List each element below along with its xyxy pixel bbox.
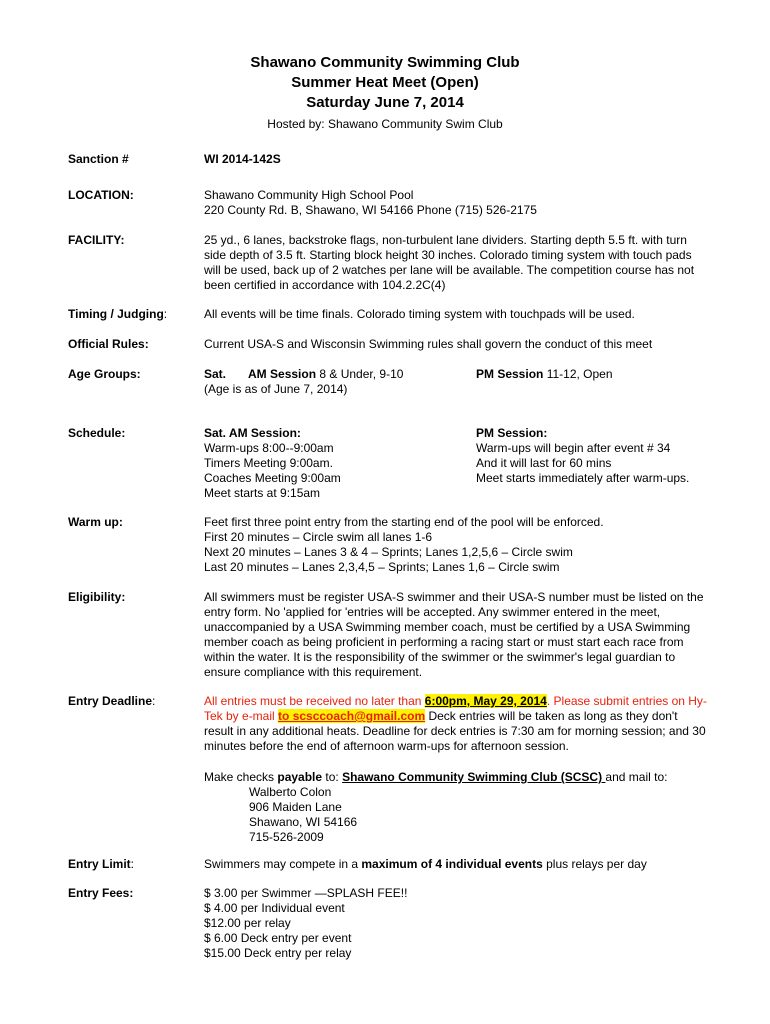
deadline-line-4: minutes before the end of afternoon warm-ups for afternoon session. [204, 739, 569, 753]
official-rules-text: Current USA-S and Wisconsin Swimming rules shall govern the conduct of this meet [204, 337, 653, 351]
am-session-value: 8 & Under, 9-10 [316, 367, 404, 381]
schedule-am-line: Coaches Meeting 9:00am [204, 471, 341, 485]
deadline-red-text: All entries must be received no later than [204, 694, 425, 708]
fee-item: $12.00 per relay [204, 916, 291, 930]
schedule-pm-line: And it will last for 60 mins [476, 456, 612, 470]
eligibility-line: within the water. It is the responsibility of the swimmer or the swimmer's legal guardian to [204, 650, 676, 664]
entry-limit-max: maximum of 4 individual events [361, 857, 543, 871]
mail-address-line: 715-526-2009 [249, 830, 324, 844]
age-groups-pm [476, 367, 736, 382]
schedule-pm-line: Meet starts immediately after warm-ups. [476, 471, 690, 485]
deadline-line-2 [204, 709, 734, 724]
club-name: Shawano Community Swimming Club [250, 54, 520, 71]
checks-payee: Shawano Community Swimming Club (SCSC) [342, 770, 606, 784]
warm-up-text [204, 515, 734, 575]
age-groups-label: Age Groups: [68, 367, 141, 381]
eligibility-text [204, 590, 734, 680]
eligibility-line: entry form. No 'applied for 'entries will be accepted. Any swimmer entered in the meet, [204, 605, 661, 619]
age-groups-sat: Sat. [204, 367, 227, 381]
schedule-label: Schedule: [68, 426, 126, 440]
entry-limit-label-colon: : [130, 857, 135, 871]
sanction-label: Sanction # [68, 152, 129, 166]
age-groups-am-line [204, 367, 464, 382]
facility-label: FACILITY: [68, 233, 125, 247]
entry-limit-text [204, 857, 734, 872]
age-note: (Age is as of June 7, 2014) [204, 382, 348, 396]
timing-text: All events will be time finals. Colorado timing system with touchpads will be used. [204, 307, 635, 321]
eligibility-line: All swimmers must be register USA-S swimmer and their USA-S number must be listed on the [204, 590, 704, 604]
mail-address-line: Walberto Colon [249, 785, 332, 799]
fee-item: $15.00 Deck entry per relay [204, 946, 352, 960]
eligibility-label: Eligibility: [68, 590, 126, 604]
location-text [204, 188, 734, 218]
schedule-pm [476, 426, 736, 486]
facility-line: side depth of 3.5 ft. Starting block height 30 inches. Colorado timing system with touch pads [204, 248, 692, 262]
timing-label-colon: : [163, 307, 168, 321]
warm-up-line: Next 20 minutes – Lanes 3 & 4 – Sprints; Lanes 1,2,5,6 – Circle swim [204, 545, 573, 559]
pm-session-label: PM Session [476, 367, 544, 381]
deck-entries-text: Deck entries will be taken as long as they don't [425, 709, 678, 723]
deadline-red-text: . Please submit entries on Hy- [546, 694, 707, 708]
checks-line [204, 770, 734, 785]
am-session-label: AM Session [248, 367, 317, 381]
age-groups-am [204, 367, 464, 397]
location-line: 220 County Rd. B, Shawano, WI 54166 Phone (715) 526-2175 [204, 203, 537, 217]
fee-item: $ 6.00 Deck entry per event [204, 931, 352, 945]
schedule-am-line: Meet starts at 9:15am [204, 486, 321, 500]
schedule-pm-heading: PM Session: [476, 426, 548, 440]
warm-up-label: Warm up: [68, 515, 123, 529]
warm-up-line: Last 20 minutes – Lanes 2,3,4,5 – Sprints; Lanes 1,6 – Circle swim [204, 560, 560, 574]
eligibility-line: member coach as being proficient in performing a racing start or must start each race from [204, 635, 684, 649]
mail-address-line: 906 Maiden Lane [249, 800, 342, 814]
facility-line: will be used, back up of 2 watches per lane will be available. The competition course has not [204, 263, 695, 277]
entry-fees-label: Entry Fees: [68, 886, 134, 900]
schedule-am-line: Timers Meeting 9:00am. [204, 456, 333, 470]
timing-label-text: Timing / Judging [68, 307, 164, 321]
hosted-by: Hosted by: Shawano Community Swim Club [267, 117, 503, 131]
entry-limit-text-b: plus relays per day [542, 857, 647, 871]
mail-address-line: Shawano, WI 54166 [249, 815, 358, 829]
schedule-am [204, 426, 464, 501]
entry-deadline-text [204, 694, 734, 845]
schedule-am-heading: Sat. AM Session: [204, 426, 301, 440]
official-rules-label: Official Rules: [68, 337, 149, 351]
fee-item: $ 3.00 per Swimmer —SPLASH FEE!! [204, 886, 408, 900]
checks-text: and mail to: [605, 770, 668, 784]
checks-text: Make checks [204, 770, 278, 784]
deadline-red-text: Tek by e-mail [204, 709, 279, 723]
deadline-date: 6:00pm, May 29, 2014 [424, 694, 547, 708]
meet-date: Saturday June 7, 2014 [306, 94, 464, 111]
meet-name: Summer Heat Meet (Open) [291, 74, 479, 91]
eligibility-line: unaccompanied by a USA Swimming member coach, must be certified by a USA Swimming [204, 620, 691, 634]
deadline-line-1 [204, 694, 734, 709]
deadline-line-3: result in any additional heats. Deadline for deck entries is 7:30 am for morning session; and 30 [204, 724, 706, 738]
timing-label [68, 307, 167, 322]
warm-up-line: First 20 minutes – Circle swim all lanes 1-6 [204, 530, 433, 544]
facility-line: been certified in accordance with 104.2.2C(4) [204, 278, 446, 292]
fee-item: $ 4.00 per Individual event [204, 901, 345, 915]
entry-fees-list [204, 886, 734, 961]
entry-limit-text-a: Swimmers may compete in a [204, 857, 362, 871]
schedule-pm-line: Warm-ups will begin after event # 34 [476, 441, 671, 455]
schedule-am-line: Warm-ups 8:00--9:00am [204, 441, 334, 455]
entry-limit-label-text: Entry Limit [68, 857, 131, 871]
checks-text: to: [322, 770, 343, 784]
facility-line: 25 yd., 6 lanes, backstroke flags, non-turbulent lane dividers. Starting depth 5.5 ft. with turn [204, 233, 687, 247]
entry-deadline-label-colon: : [152, 694, 156, 708]
sanction-value: WI 2014-142S [204, 152, 281, 166]
checks-payable: payable [277, 770, 323, 784]
entry-deadline-label-text: Entry Deadline [68, 694, 153, 708]
entry-deadline-label [68, 694, 155, 709]
facility-text [204, 233, 734, 293]
warm-up-line: Feet first three point entry from the starting end of the pool will be enforced. [204, 515, 604, 529]
location-label: LOCATION: [68, 188, 134, 202]
meet-title [0, 53, 770, 113]
entry-email-link[interactable]: to scsccoach@gmail.com [278, 709, 426, 723]
location-line: Shawano Community High School Pool [204, 188, 414, 202]
pm-session-value: 11-12, Open [543, 367, 613, 381]
eligibility-line: ensure compliance with this requirement. [204, 665, 423, 679]
entry-limit-label [68, 857, 134, 872]
